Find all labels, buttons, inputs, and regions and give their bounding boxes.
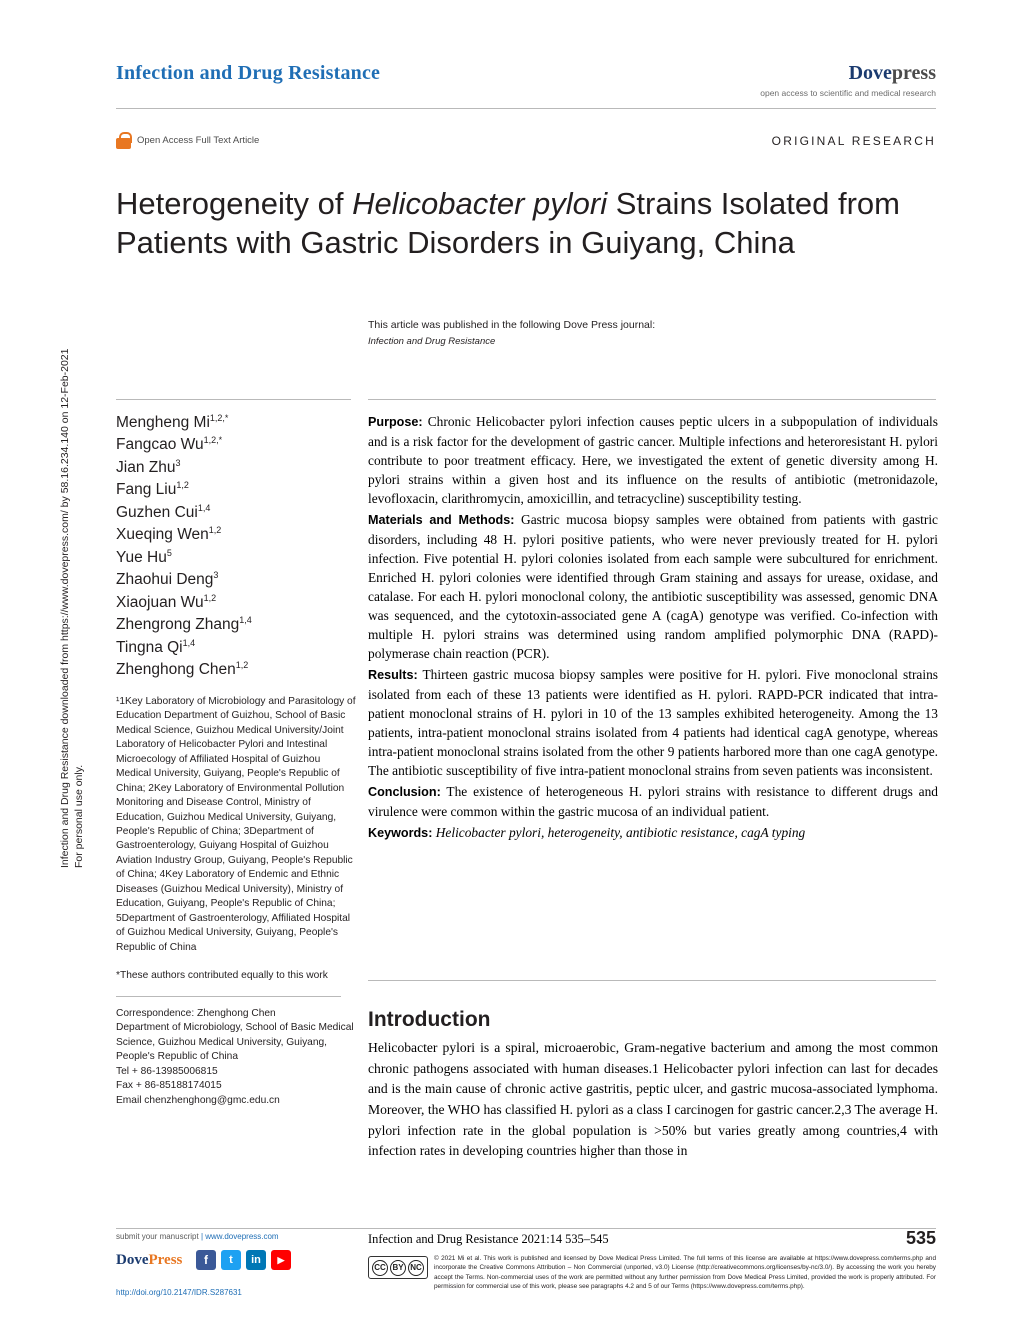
- journal-name: Infection and Drug Resistance: [116, 62, 381, 84]
- abstract-results-text: Thirteen gastric mucosa biopsy samples were positive for H. pylori. Five monoclonal strains isolated from each of these 13 patients were identified as H. pylori. RAPD-PCR indicated that intra-patient monoclonal strains of H. pylori in 10 of the 13 samples exhibited heterogeneity. Among the 13 patients, intra-patient monoclonal strains isolated from 4 patients had identical cagA genotype, whereas intra-patient monoclonal strains isolated from the other 9 patients harbored more than one cagA genotype. The antibiotic susceptibility of five intra-patient monoclonal strains from seven patients was inconsistent.: [368, 667, 938, 779]
- facebook-icon[interactable]: f: [196, 1250, 216, 1270]
- social-links[interactable]: [196, 1250, 291, 1270]
- correspondence-fax: Fax + 86-85188174015: [116, 1080, 222, 1092]
- author-name: Zhaohui Deng: [116, 571, 214, 589]
- masthead: [116, 62, 936, 98]
- author-entry: [116, 659, 356, 681]
- abstract: [368, 412, 938, 845]
- author-affil-marker: 1,2: [176, 480, 189, 491]
- left-column: [116, 412, 356, 1108]
- abstract-purpose: [368, 412, 938, 508]
- abstract-purpose-text: Chronic Helicobacter pylori infection causes peptic ulcers in a subpopulation of individuals and is a risk factor for the development of gastric cancer. Multiple infections and heteroresistant H. pylori contribute to poor treatment efficacy. Here, we investigated the extent of genetic diversity among H. pylori strains within a given host and its influence on the results of antibiotic (metronidazole, levofloxacin, clarithromycin, amoxicillin, and tetracycline) susceptibility testing.: [368, 414, 938, 506]
- author-affil-marker: 1,4: [239, 615, 252, 626]
- submit-label: submit your manuscript: [116, 1232, 199, 1241]
- abstract-conclusion-text: The existence of heterogeneous H. pylori strains with resistance to different drugs and virulence were common within the gastric mucosa of an individual patient.: [368, 784, 938, 819]
- author-name: Zhenghong Chen: [116, 661, 236, 679]
- dovepress-url[interactable]: | www.dovepress.com: [200, 1232, 279, 1241]
- author-entry: [116, 457, 356, 479]
- author-entry: [116, 434, 356, 456]
- open-access-label: Open Access Full Text Article: [137, 135, 260, 146]
- journal-citation: Infection and Drug Resistance 2021:14 535–545: [368, 1232, 609, 1246]
- author-affil-marker: 5: [166, 547, 172, 558]
- correspondence-block: [116, 1007, 356, 1108]
- author-entry: [116, 592, 356, 614]
- press-word: press: [891, 62, 936, 84]
- abstract-divider: [368, 399, 936, 400]
- license-statement: © 2021 Mi et al. This work is published and licensed by Dove Medical Press Limited. The full terms of this license are available at https://www.dovepress.com/terms.php and incorporate the Creative Commons Attribution – Non Commercial (unported, v3.0) License (http://creativecommons.org/licenses/by-nc/3.0/). By accessing the work you hereby accept the Terms. Non-commercial uses of the work are permitted without any further permission from Dove Medical Press Limited, provided the work is properly attributed. For permission for commercial use of this work, please see paragraphs 4.2 and 5 of our Terms (https://www.dovepress.com/terms.php).: [434, 1255, 936, 1290]
- correspondence-address: Department of Microbiology, School of Basic Medical Science, Guizhou Medical University, Guiyang, People's Republic of China: [116, 1022, 354, 1063]
- correspondence-name: Correspondence: Zhenghong Chen: [116, 1007, 276, 1019]
- author-affil-marker: 3: [213, 570, 219, 581]
- introduction-body: Helicobacter pylori is a spiral, microaerobic, Gram-negative bacterium and among the most common chronic pathogens associated with human diseases.1 Helicobacter pylori infection can last for decades and is the main cause of chronic active gastritis, peptic ulcer, and gastric mucosa-associated lymphoma. Moreover, the WHO has classified H. pylori as a class I carcinogen for gastric cancer.2,3 The average H. pylori infection rate in the global population is >50% but varies greatly among countries,4 with infection rates in developing countries higher than those in: [368, 1040, 938, 1159]
- author-name: Fangcao Wu: [116, 436, 204, 454]
- equal-contribution-note: *These authors contributed equally to this work: [116, 970, 328, 982]
- cc-by-mark: BY: [390, 1260, 406, 1276]
- abstract-conclusion-label: Conclusion:: [368, 785, 441, 800]
- author-affil-marker: 1,2,*: [209, 413, 229, 423]
- footer-press-word: Press: [148, 1252, 183, 1268]
- open-access-group: [116, 132, 259, 149]
- abstract-purpose-label: Purpose:: [368, 415, 423, 429]
- publication-note-line: This article was published in the following Dove Press journal:: [368, 319, 656, 331]
- download-watermark: [58, 228, 86, 868]
- author-name: Mengheng Mi: [116, 414, 210, 432]
- abstract-keywords-label: Keywords:: [368, 826, 433, 841]
- author-name: Jian Zhu: [116, 459, 176, 477]
- title-part-2: Strains Isolated from Patients with Gastric Disorders in Guiyang, China: [116, 185, 900, 261]
- open-lock-icon: [116, 132, 131, 149]
- cc-nc-mark: NC: [408, 1260, 424, 1276]
- introduction-heading: Introduction: [368, 1008, 491, 1031]
- watermark-line-2: For personal use only.: [73, 764, 86, 868]
- header-divider: [116, 108, 936, 109]
- author-name: Tingna Qi: [116, 638, 183, 656]
- footer-divider: [116, 1228, 936, 1229]
- author-entry: [116, 547, 356, 569]
- author-affil-marker: 1,4: [197, 502, 211, 513]
- author-name: Xueqing Wen: [116, 526, 209, 544]
- author-list: [116, 412, 356, 682]
- abstract-methods-label: Materials and Methods:: [368, 513, 515, 527]
- abstract-keywords-text: Helicobacter pylori, heterogeneity, antibiotic resistance, cagA typing: [432, 825, 806, 841]
- author-entry: [116, 524, 356, 546]
- youtube-icon[interactable]: ▶: [271, 1250, 291, 1270]
- correspondence-tel: Tel + 86-13985006815: [116, 1065, 218, 1077]
- author-entry: [116, 412, 356, 434]
- author-affil-marker: 1,2: [208, 525, 222, 536]
- correspondence-divider: [116, 996, 341, 997]
- submit-manuscript-line[interactable]: [116, 1232, 279, 1241]
- abstract-bottom-divider: [368, 980, 936, 981]
- creative-commons-icon: [368, 1256, 428, 1279]
- publication-note-journal: Infection and Drug Resistance: [368, 335, 496, 347]
- dove-word: Dove: [848, 62, 892, 84]
- abstract-results-label: Results:: [368, 668, 418, 683]
- doi-link[interactable]: http://doi.org/10.2147/IDR.S287631: [116, 1288, 242, 1297]
- author-affil-marker: 1,4: [182, 637, 196, 648]
- author-name: Guzhen Cui: [116, 504, 198, 522]
- author-affil-marker: 1,2,*: [203, 435, 223, 446]
- title-part-1: Heterogeneity of: [116, 185, 353, 221]
- author-affil-marker: 1,2: [235, 660, 249, 671]
- author-name: Yue Hu: [116, 548, 167, 566]
- author-entry: [116, 479, 356, 501]
- dovepress-tagline: open access to scientific and medical research: [760, 88, 936, 98]
- abstract-methods: [368, 510, 938, 663]
- footer-dove-word: Dove: [116, 1252, 149, 1268]
- dovepress-brand: [760, 62, 936, 98]
- author-affil-marker: 3: [175, 457, 181, 468]
- author-entry: [116, 502, 356, 524]
- dovepress-logo: [760, 62, 936, 85]
- author-entry: [116, 614, 356, 636]
- footer-dovepress-logo: [116, 1252, 182, 1269]
- abstract-methods-text: Gastric mucosa biopsy samples were obtained from patients with gastric disorders, including 48 H. pylori positive patients, who were never previously treated for H. pylori infection. Five potential H. pylori colonies isolated from each sample were subcultured for enrichment. Enriched H. pylori colonies were identified through Gram staining and assays for urease, oxidase, and catalase. For each H. pylori monoclonal colony, the antibiotic susceptibility was assessed, genomic DNA was sequenced, and the cytotoxin-associated gene A (cagA) genotype was verified. Co-infection with multiple H. pylori strains was determined using random amplified polymorphic DNA (RAPD)-polymerase chain reaction (PCR).: [368, 512, 938, 662]
- author-name: Xiaojuan Wu: [116, 593, 204, 611]
- correspondence-email: Email chenzhenghong@gmc.edu.cn: [116, 1094, 280, 1106]
- author-entry: [116, 637, 356, 659]
- cc-mark: CC: [372, 1260, 388, 1276]
- twitter-icon[interactable]: t: [221, 1250, 241, 1270]
- title-italic-species: Helicobacter pylori: [352, 185, 608, 221]
- watermark-line-1: Infection and Drug Resistance downloaded from https://www.dovepress.com/ by 58.16.234.140 on 12-Feb-2021: [59, 348, 71, 868]
- abstract-conclusion: [368, 782, 938, 821]
- authors-divider: [116, 399, 351, 400]
- author-entry: [116, 569, 356, 591]
- open-access-row: [116, 132, 936, 149]
- abstract-results: [368, 665, 938, 780]
- author-affil-marker: 1,2: [203, 592, 217, 603]
- linkedin-icon[interactable]: in: [246, 1250, 266, 1270]
- abstract-keywords: [368, 823, 938, 843]
- publication-note: [368, 318, 938, 350]
- author-name: Zhengrong Zhang: [116, 616, 240, 634]
- page-number: 535: [905, 1228, 936, 1248]
- affiliations: ¹1Key Laboratory of Microbiology and Parasitology of Education Department of Guizhou, School of Basic Medical Science, Guizhou Medical University/Joint Laboratory of Helicobacter Pylori and Intestinal Microecology of Affiliated Hospital of Guizhou Medical University, Guiyang, People's Republic of China; 2Key Laboratory of Environmental Pollution Monitoring and Disease Control, Ministry of Education, Guizhou Medical University, Guiyang, People's Republic of China; 3Department of Gastroenterology, Guiyang Hospital of Guizhou Aviation Industry Group, Guiyang, People's Republic of China; 4Key Laboratory of Endemic and Ethnic Diseases (Guizhou Medical University), Ministry of Education, Guiyang, People's Republic of China; 5Department of Gastroenterology, Affiliated Hospital of Guizhou Medical University, Guiyang, People's Republic of China: [116, 695, 356, 953]
- article-type-label: ORIGINAL RESEARCH: [771, 133, 936, 148]
- page-title: [116, 184, 936, 263]
- author-name: Fang Liu: [116, 481, 177, 499]
